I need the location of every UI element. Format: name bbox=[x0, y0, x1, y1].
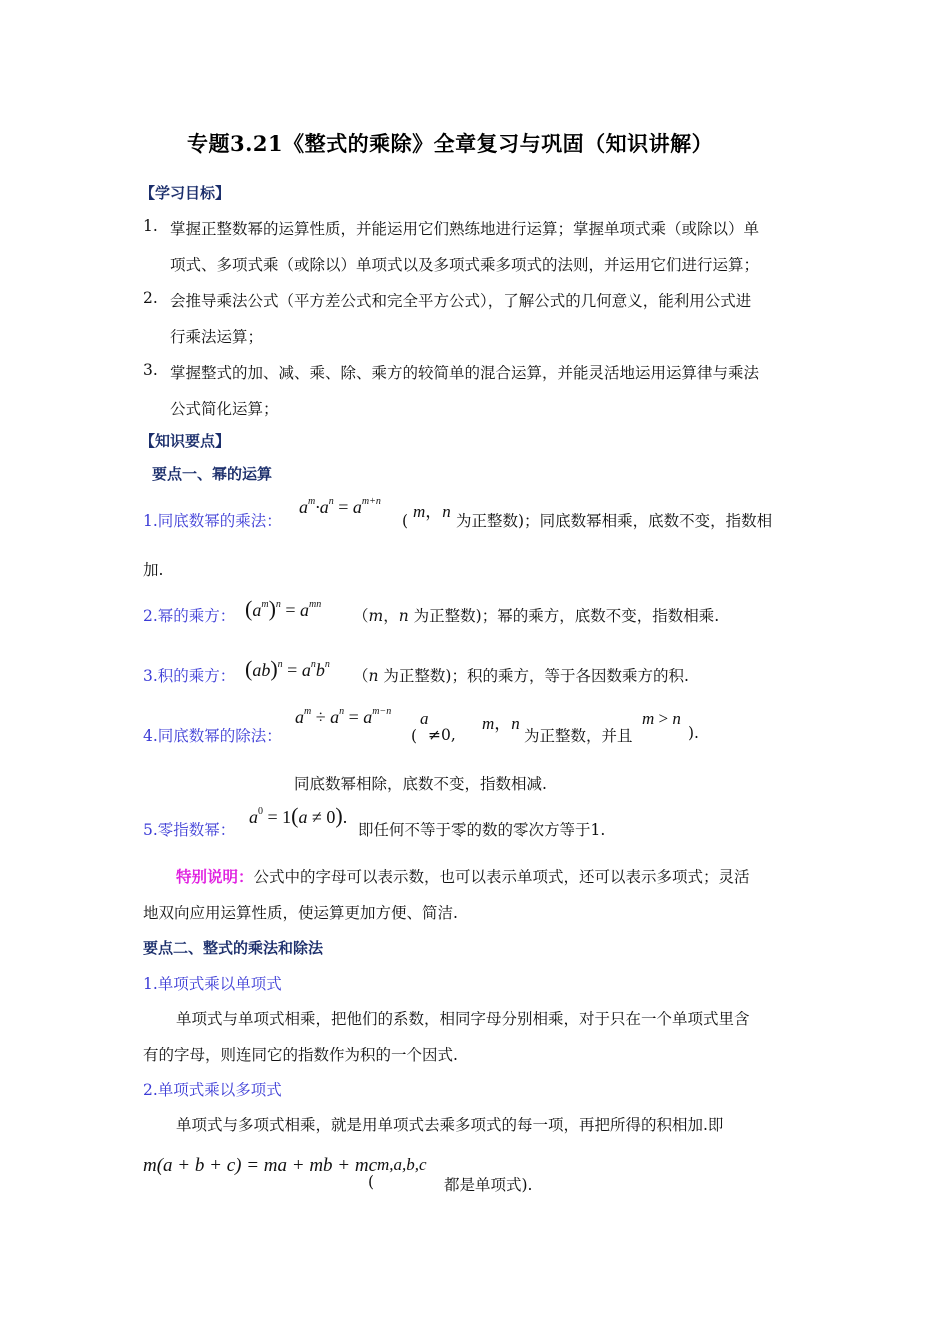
rule-4-paren: ( bbox=[411, 727, 418, 745]
rule-4-label: 4.同底数幂的除法： bbox=[143, 727, 282, 745]
rule-4-close: ). bbox=[688, 724, 699, 742]
sub1-line1: 单项式与单项式相乘，把他们的系数，相同字母分别相乘，对于只在一个单项式里含 bbox=[176, 1010, 750, 1028]
page-title: 专题3.21《整式的乘除》全章复习与巩固（知识讲解） bbox=[187, 131, 714, 156]
sub2-condition-text: 都是单项式). bbox=[444, 1176, 533, 1194]
rule-3-formula: $(ab)^n = a^nb^n$ bbox=[245, 656, 330, 681]
rule-1-desc-cont: 加. bbox=[143, 561, 164, 579]
learning-goals-heading: 【学习目标】 bbox=[140, 184, 231, 202]
rule-5-desc: 即任何不等于零的数的零次方等于1. bbox=[358, 821, 606, 839]
goal-2-number: 2. bbox=[143, 289, 158, 307]
rule-4-desc: 同底数幂相除，底数不变，指数相减. bbox=[294, 775, 547, 793]
rule-2-label: 2.幂的乘方： bbox=[143, 607, 236, 625]
sub2-formula: m(a + b + c) = ma + mb + mc bbox=[143, 1155, 378, 1176]
rule-4-neq: ≠0, bbox=[428, 726, 456, 744]
rule-1-vars: m，n bbox=[413, 502, 451, 521]
sub2-paren: ( bbox=[368, 1173, 375, 1191]
goal-1-number: 1. bbox=[143, 217, 158, 235]
goal-3-number: 3. bbox=[143, 361, 158, 379]
special-note-line2: 地双向应用运算性质，使运算更加方便、简洁. bbox=[143, 904, 458, 922]
rule-4-formula: $a^m \div a^n = a^{m-n}$ bbox=[295, 706, 392, 727]
rule-2-formula: $(a^m)^n = a^{mn}$ bbox=[245, 596, 322, 621]
sub2-title: 2.单项式乘以多项式 bbox=[143, 1081, 282, 1099]
sub1-title: 1.单项式乘以单项式 bbox=[143, 975, 282, 993]
goal-2-line1: 会推导乘法公式（平方差公式和完全平方公式），了解公式的几何意义，能利用公式进 bbox=[170, 292, 752, 310]
sub1-line2: 有的字母，则连同它的指数作为积的一个因式. bbox=[143, 1046, 458, 1064]
rule-4-vars: m，n bbox=[482, 714, 520, 733]
goal-1-line1: 掌握正整数幂的运算性质，并能运用它们熟练地进行运算；掌握单项式乘（或除以）单 bbox=[170, 220, 760, 238]
goal-3-line2: 公式简化运算； bbox=[170, 400, 279, 418]
rule-5-label: 5.零指数幂： bbox=[143, 821, 236, 839]
rule-2-condition-desc: （m，n 为正整数)；幂的乘方，底数不变，指数相乘. bbox=[353, 607, 720, 625]
goal-1-line2: 项式、多项式乘（或除以）单项式以及多项式乘多项式的法则，并运用它们进行运算； bbox=[170, 256, 760, 274]
rule-4-var-a: a bbox=[420, 709, 429, 728]
rule-5-formula: $a^0 = 1(a \ne 0)$. bbox=[249, 803, 348, 828]
knowledge-points-heading: 【知识要点】 bbox=[140, 432, 231, 450]
sub2-condition-vars: m,a,b,c bbox=[377, 1155, 427, 1174]
rule-3-label: 3.积的乘方： bbox=[143, 667, 236, 685]
rule-1-paren: ( bbox=[402, 512, 409, 530]
special-note-label: 特别说明： bbox=[176, 868, 254, 886]
goal-2-line2: 行乘法运算； bbox=[170, 328, 264, 346]
rule-1-condition-desc: 为正整数)；同底数幂相乘，底数不变，指数相 bbox=[456, 512, 773, 530]
point2-heading: 要点二、整式的乘法和除法 bbox=[143, 939, 324, 957]
rule-3-condition-desc: （n 为正整数)；积的乘方，等于各因数乘方的积. bbox=[353, 667, 689, 685]
rule-1-label: 1.同底数幂的乘法： bbox=[143, 512, 282, 530]
sub2-line1: 单项式与多项式相乘，就是用单项式去乘多项式的每一项，再把所得的积相加.即 bbox=[176, 1116, 724, 1134]
rule-4-condition: 为正整数，并且 bbox=[524, 727, 633, 745]
rule-1-formula: $a^m\cdot a^n = a^{m+n}$ bbox=[299, 496, 381, 517]
point1-heading: 要点一、幂的运算 bbox=[152, 465, 273, 483]
goal-3-line1: 掌握整式的加、减、乘、除、乘方的较简单的混合运算，并能灵活地运用运算律与乘法 bbox=[170, 364, 760, 382]
rule-4-inequality: m > n bbox=[642, 709, 681, 728]
special-note-line1: 特别说明：公式中的字母可以表示数，也可以表示单项式，还可以表示多项式；灵活 bbox=[176, 868, 750, 886]
